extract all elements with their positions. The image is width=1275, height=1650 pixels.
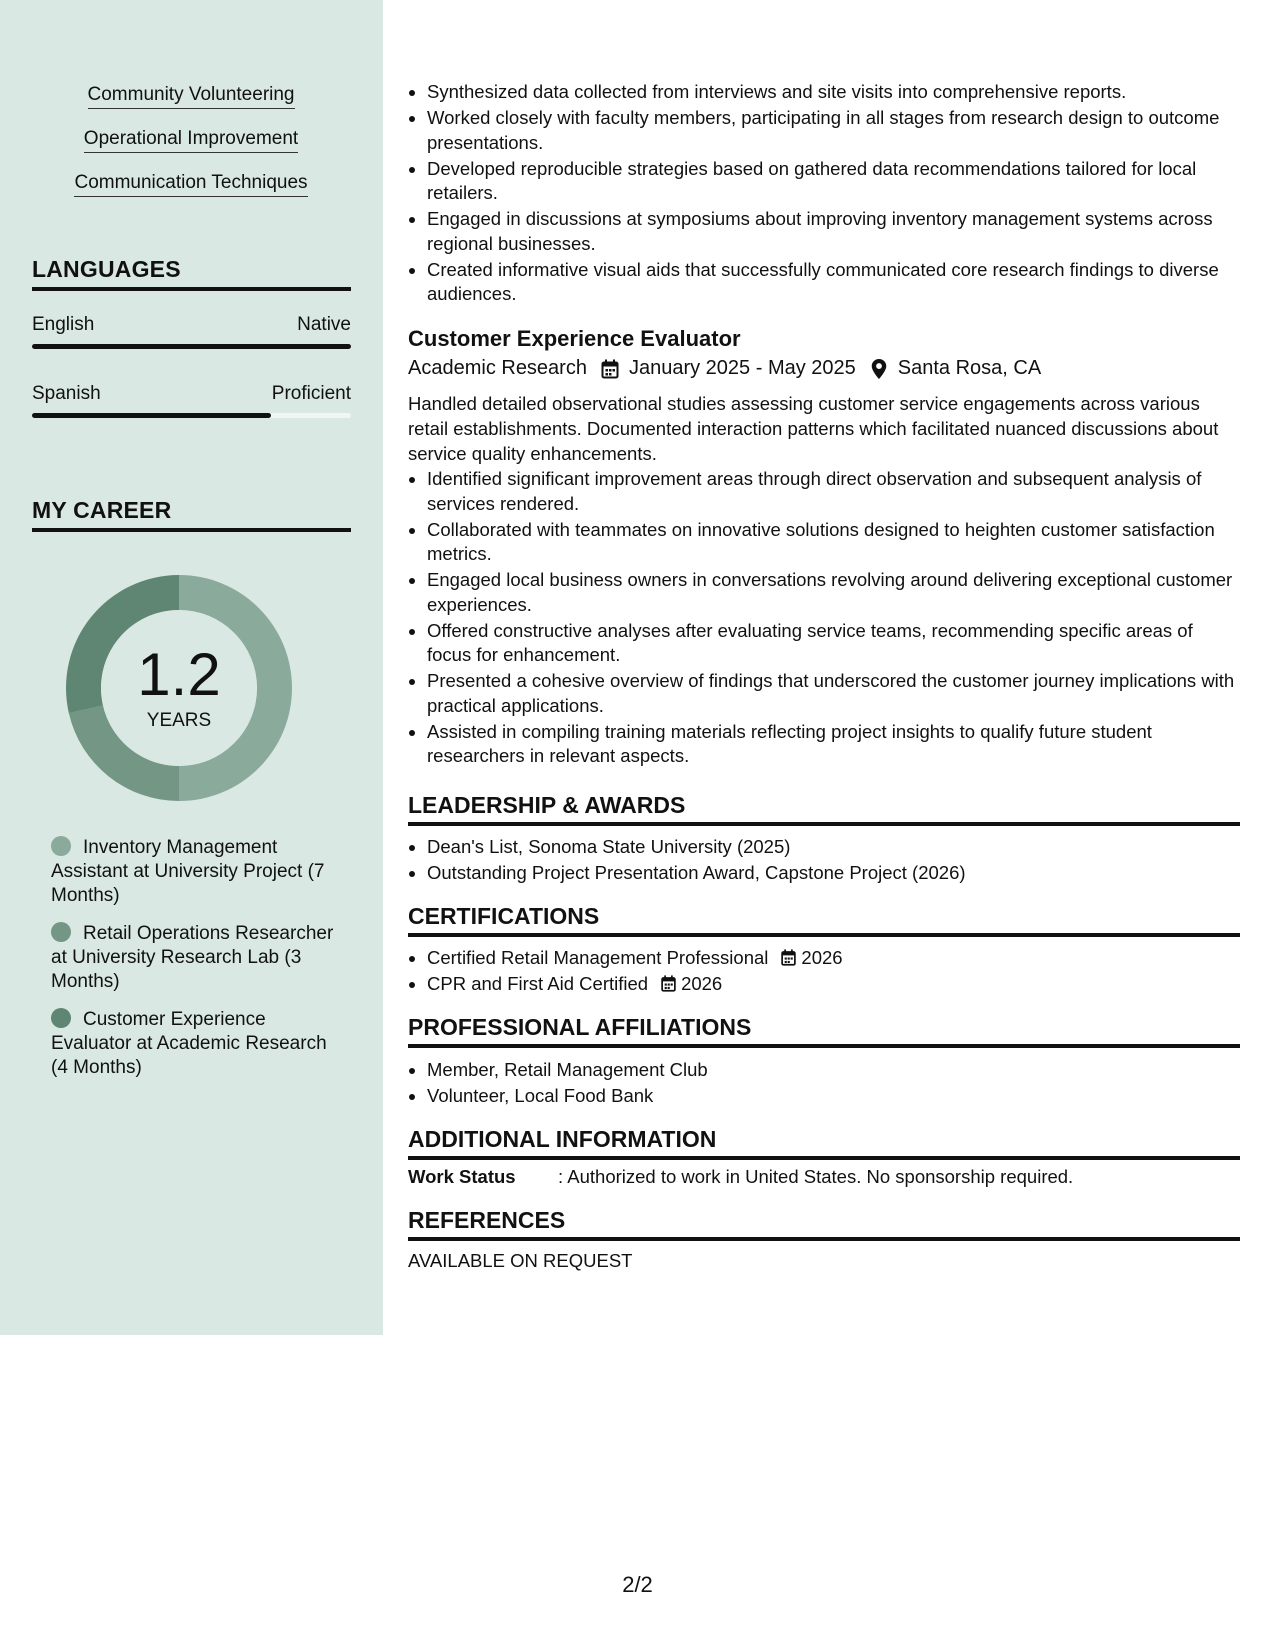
bullet-item: • Assisted in compiling training materials reflecting project insights to qualify future student researchers in relevant aspects.: [427, 720, 1240, 769]
language-name: Spanish: [32, 383, 101, 404]
job-company: Academic Research: [408, 357, 587, 379]
affiliation-item: • Member, Retail Management Club: [427, 1058, 1240, 1083]
certification-item: [427, 946, 1240, 971]
career-total: [66, 575, 292, 801]
skill-tag: Operational Improvement: [84, 128, 298, 153]
calendar-icon: [601, 359, 619, 379]
language-row: [32, 383, 351, 405]
affiliation-item: • Volunteer, Local Food Bank: [427, 1084, 1240, 1109]
skill-tag: Community Volunteering: [88, 84, 295, 109]
language-bar-fill: [32, 413, 271, 418]
job-description: Handled detailed observational studies assessing customer service engagements across various retail establishments. Documented interaction patterns which facilitated nuanced discussions about service quality enhancements.: [408, 393, 1219, 464]
work-status-value: : Authorized to work in United States. No sponsorship required.: [558, 1166, 1074, 1187]
language-bar: [32, 344, 351, 349]
bullet-item: • Developed reproducible strategies based on gathered data recommendations tailored for local retailers.: [427, 157, 1240, 206]
language-row: [32, 314, 351, 336]
work-status-row: [408, 1166, 1073, 1188]
career-total-value: 1.2: [137, 641, 221, 708]
job-title: Customer Experience Evaluator: [408, 326, 741, 351]
bullet-item: • Offered constructive analyses after evaluating service teams, recommending specific areas of focus for enhancement.: [427, 619, 1240, 668]
certifications-heading: CERTIFICATIONS: [408, 903, 1240, 937]
skill-tag: Communication Techniques: [74, 172, 307, 197]
certifications-list: [408, 946, 1240, 998]
bullet-item: • Collaborated with teammates on innovative solutions designed to heighten customer satisfaction metrics.: [427, 518, 1240, 567]
location-pin-icon: [870, 359, 888, 379]
certification-name: CPR and First Aid Certified: [427, 973, 649, 994]
bullet-item: • Engaged local business owners in conversations revolving around delivering exceptional customer experiences.: [427, 568, 1240, 617]
job-meta: [408, 357, 1041, 380]
language-level: Native: [297, 314, 351, 335]
sidebar: [0, 0, 383, 1335]
award-item: • Dean's List, Sonoma State University (2025): [427, 835, 1240, 860]
job-location: Santa Rosa, CA: [897, 357, 1042, 379]
career-legend-item: [51, 836, 336, 908]
language-bar: [32, 413, 351, 418]
previous-job-bullets: [408, 80, 1240, 308]
language-level: Proficient: [271, 383, 351, 404]
job-dates: January 2025 - May 2025: [628, 357, 856, 379]
legend-dot: [51, 1008, 71, 1028]
bullet-item: • Created informative visual aids that successfully communicated core research findings to diverse audiences.: [427, 258, 1240, 307]
job-description-block: [408, 391, 1240, 770]
languages-heading: LANGUAGES: [32, 256, 351, 291]
calendar-icon: [660, 975, 677, 992]
additional-info-heading: ADDITIONAL INFORMATION: [408, 1126, 1240, 1160]
career-heading: MY CAREER: [32, 497, 351, 532]
legend-dot: [51, 836, 71, 856]
calendar-icon: [780, 949, 797, 966]
career-legend-item: [51, 1008, 336, 1080]
career-item-text: Customer Experience Evaluator at Academic Research (4 Months): [51, 1009, 327, 1078]
leadership-heading: LEADERSHIP & AWARDS: [408, 792, 1240, 826]
page-number: 2/2: [622, 1572, 653, 1597]
affiliations-heading: PROFESSIONAL AFFILIATIONS: [408, 1014, 1240, 1048]
language-name: English: [32, 314, 95, 335]
certification-year: 2026: [681, 973, 723, 994]
career-total-unit: YEARS: [146, 710, 212, 731]
career-legend: [51, 836, 336, 1094]
certification-name: Certified Retail Management Professional: [427, 947, 769, 968]
award-item: • Outstanding Project Presentation Award, Capstone Project (2026): [427, 861, 1240, 886]
language-bar-fill: [32, 344, 351, 349]
bullet-item: • Synthesized data collected from interviews and site visits into comprehensive reports.: [427, 80, 1240, 105]
work-status-label: Work Status: [408, 1166, 516, 1187]
certification-item: [427, 972, 1240, 997]
bullet-item: • Identified significant improvement areas through direct observation and subsequent analysis of services rendered.: [427, 467, 1240, 516]
bullet-item: • Worked closely with faculty members, participating in all stages from research design to outcome presentations.: [427, 106, 1240, 155]
references-heading: REFERENCES: [408, 1207, 1240, 1241]
legend-dot: [51, 922, 71, 942]
career-item-text: Retail Operations Researcher at University Research Lab (3 Months): [51, 923, 334, 992]
bullet-item: • Engaged in discussions at symposiums about improving inventory management systems across regional businesses.: [427, 207, 1240, 256]
career-item-text: Inventory Management Assistant at University Project (7 Months): [51, 837, 325, 906]
affiliations-list: [408, 1058, 1240, 1110]
skills-list: [32, 84, 350, 216]
bullet-item: • Presented a cohesive overview of findings that underscored the customer journey implications with practical applications.: [427, 669, 1240, 718]
references-text: AVAILABLE ON REQUEST: [408, 1250, 633, 1271]
leadership-list: [408, 835, 1240, 887]
certification-year: 2026: [801, 947, 843, 968]
career-legend-item: [51, 922, 336, 994]
